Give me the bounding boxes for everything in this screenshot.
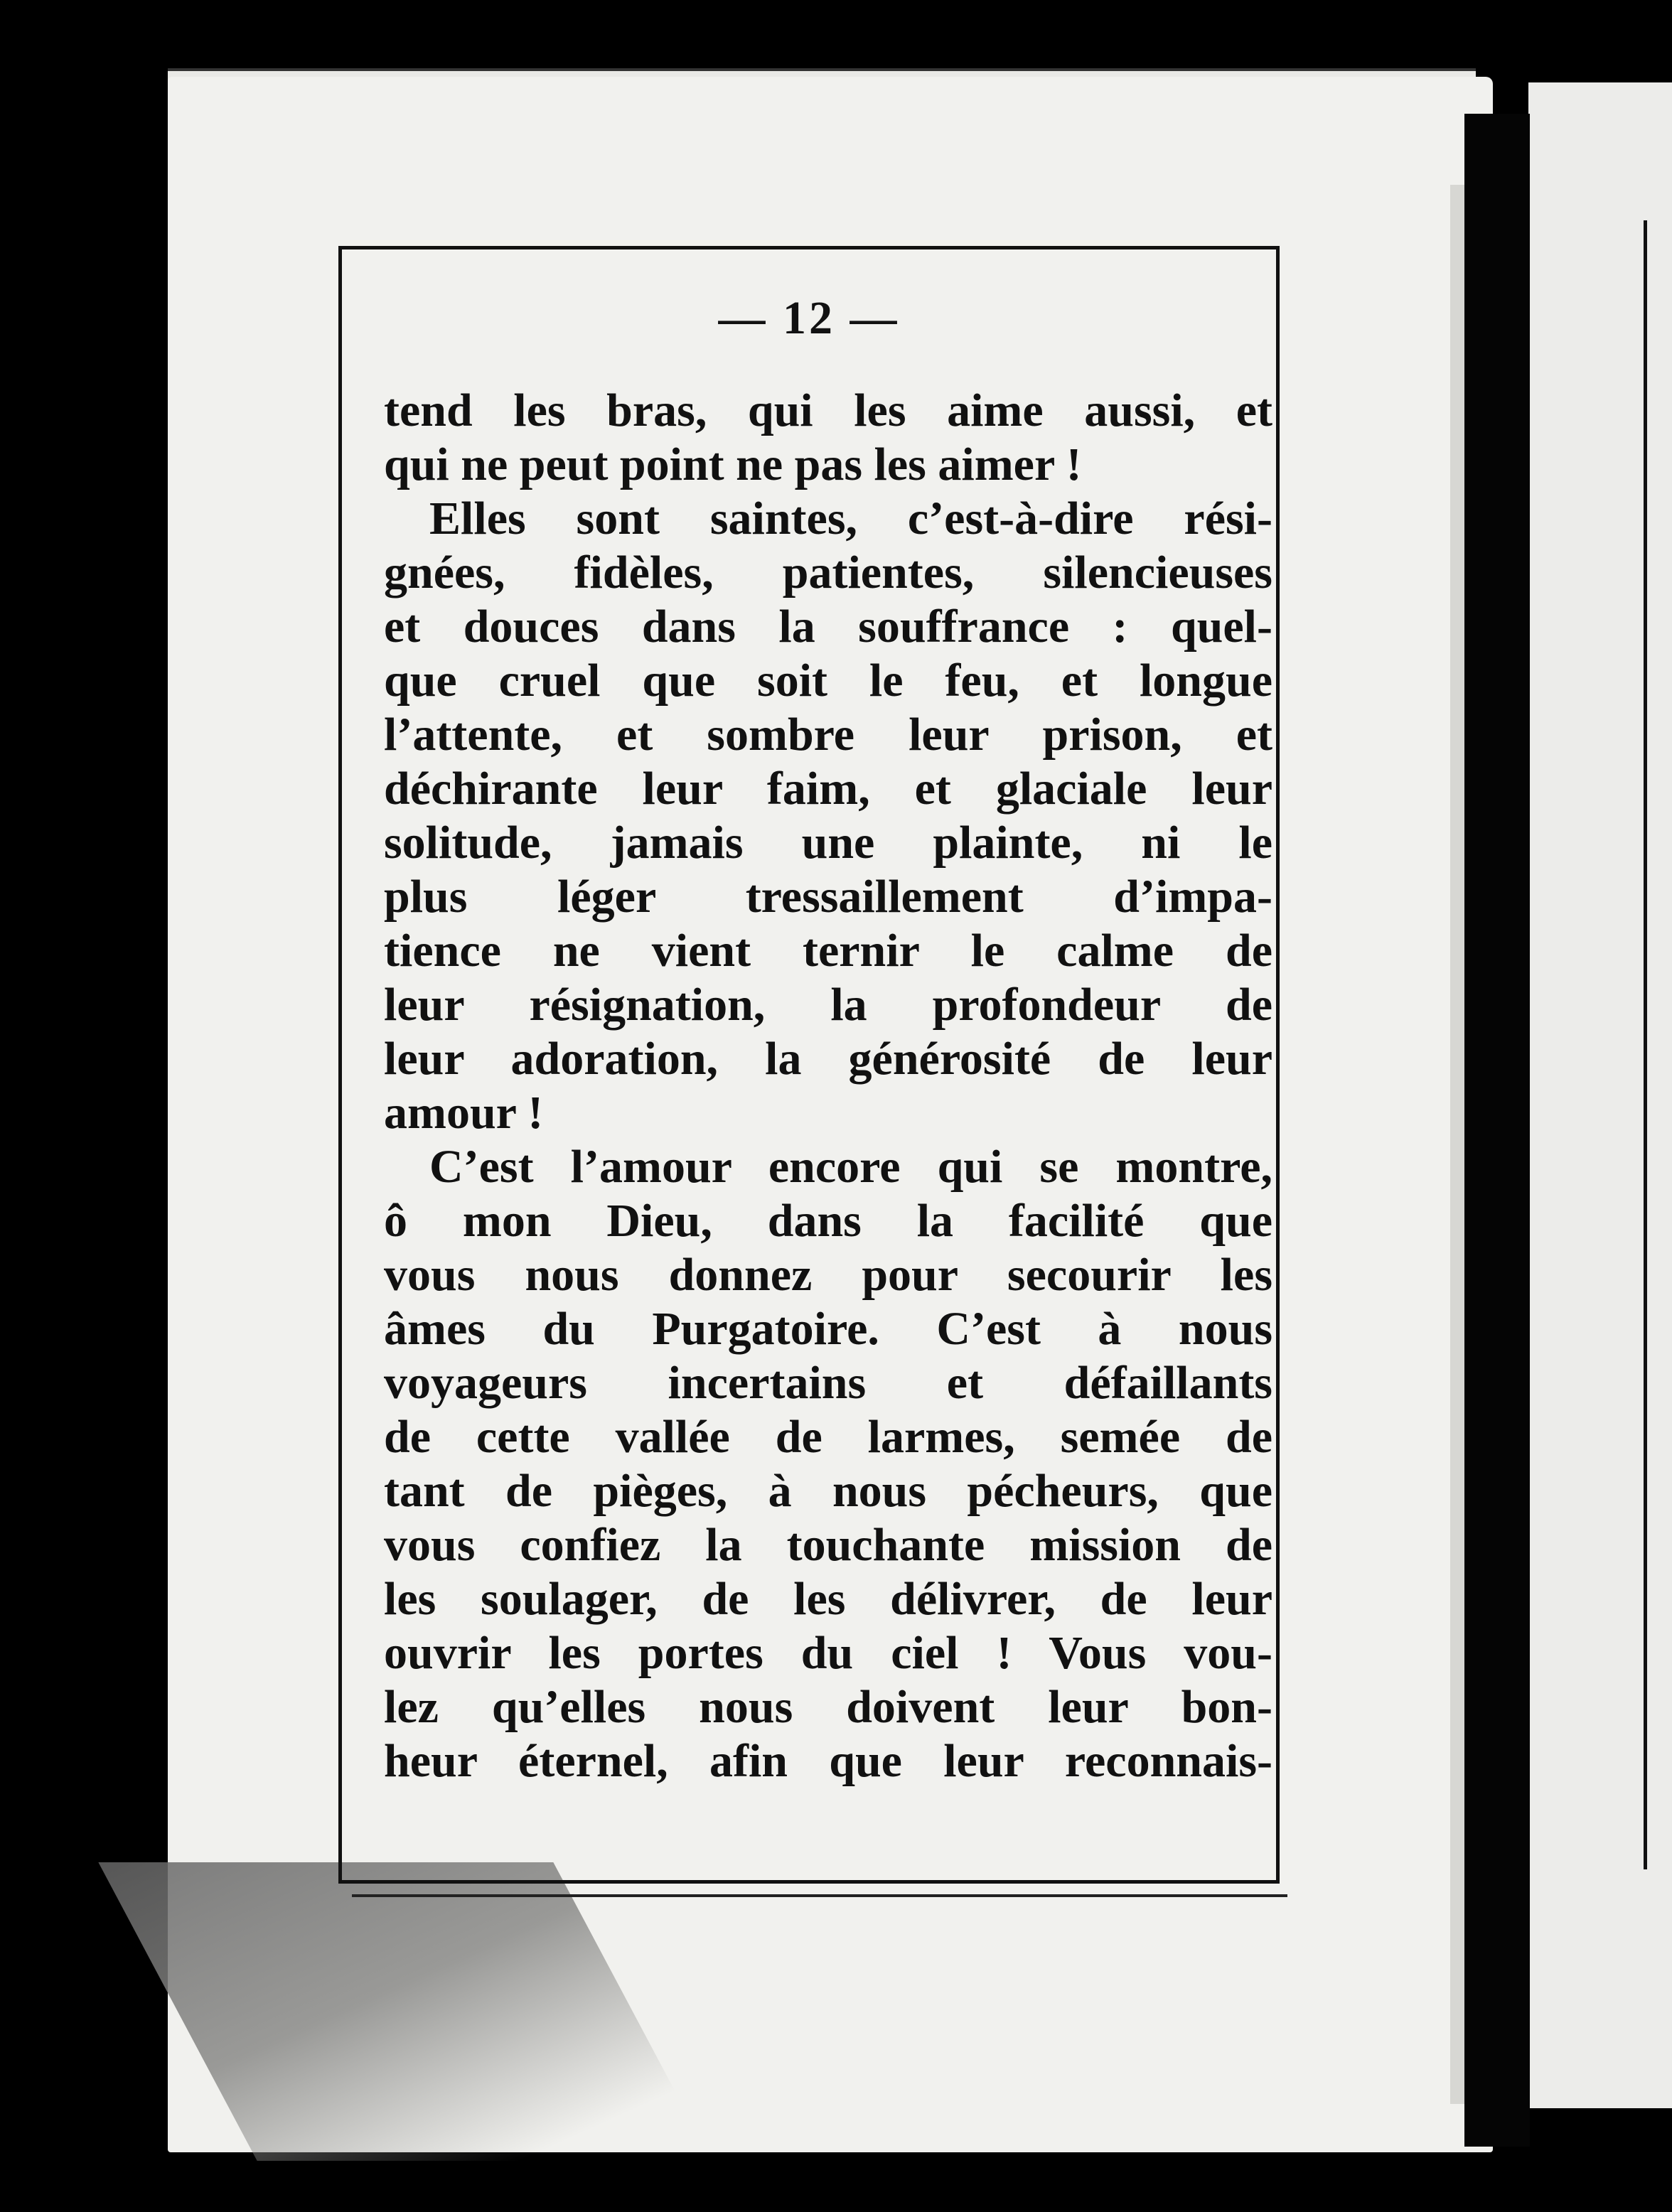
paragraph	[384, 1140, 1272, 1788]
page-number: — 12 —	[718, 292, 900, 344]
text-line: vous nous donnez pour secourir les	[384, 1249, 1272, 1301]
text-line: gnées, fidèles, patientes, silencieuses	[384, 547, 1272, 598]
text-line: voyageurs incertains et défaillants	[384, 1357, 1272, 1409]
text-line: l’attente, et sombre leur prison, et	[384, 709, 1272, 761]
book-gutter	[1464, 114, 1530, 2147]
text-line: leur adoration, la générosité de leur	[384, 1033, 1272, 1085]
text-line: tend les bras, qui les aime aussi, et	[384, 385, 1272, 436]
text-line: vous confiez la touchante mission de	[384, 1519, 1272, 1571]
text-line: solitude, jamais une plainte, ni le	[384, 817, 1272, 869]
text-line: que cruel que soit le feu, et longue	[384, 655, 1272, 707]
text-line: de cette vallée de larmes, semée de	[384, 1411, 1272, 1463]
text-line: les soulager, de les délivrer, de leur	[384, 1573, 1272, 1625]
text-line: lez qu’elles nous doivent leur bon-	[384, 1681, 1272, 1733]
text-line: tant de pièges, à nous pécheurs, que	[384, 1465, 1272, 1517]
page-body-text	[384, 384, 1272, 1788]
text-line: plus léger tressaillement d’impa-	[384, 871, 1272, 923]
text-line: qui ne peut point ne pas les aimer !	[384, 439, 1082, 490]
text-line: âmes du Purgatoire. C’est à nous	[384, 1303, 1272, 1355]
text-line: heur éternel, afin que leur reconnais-	[384, 1735, 1272, 1787]
text-line: tience ne vient ternir le calme de	[384, 925, 1272, 977]
text-line: amour !	[384, 1087, 544, 1139]
text-line: C’est l’amour encore qui se montre,	[429, 1141, 1272, 1193]
text-line: ô mon Dieu, dans la facilité que	[384, 1195, 1272, 1247]
text-line: Elles sont saintes, c’est-à-dire rési-	[429, 493, 1272, 544]
text-line: ouvrir les portes du ciel ! Vous vou-	[384, 1627, 1272, 1679]
text-line: leur résignation, la profondeur de	[384, 979, 1272, 1031]
text-line: déchirante leur faim, et glaciale leur	[384, 763, 1272, 815]
paragraph	[384, 492, 1272, 1140]
text-line: et douces dans la souffrance : quel-	[384, 601, 1272, 653]
paragraph	[384, 384, 1272, 492]
adjacent-page-frame	[1644, 220, 1672, 1869]
